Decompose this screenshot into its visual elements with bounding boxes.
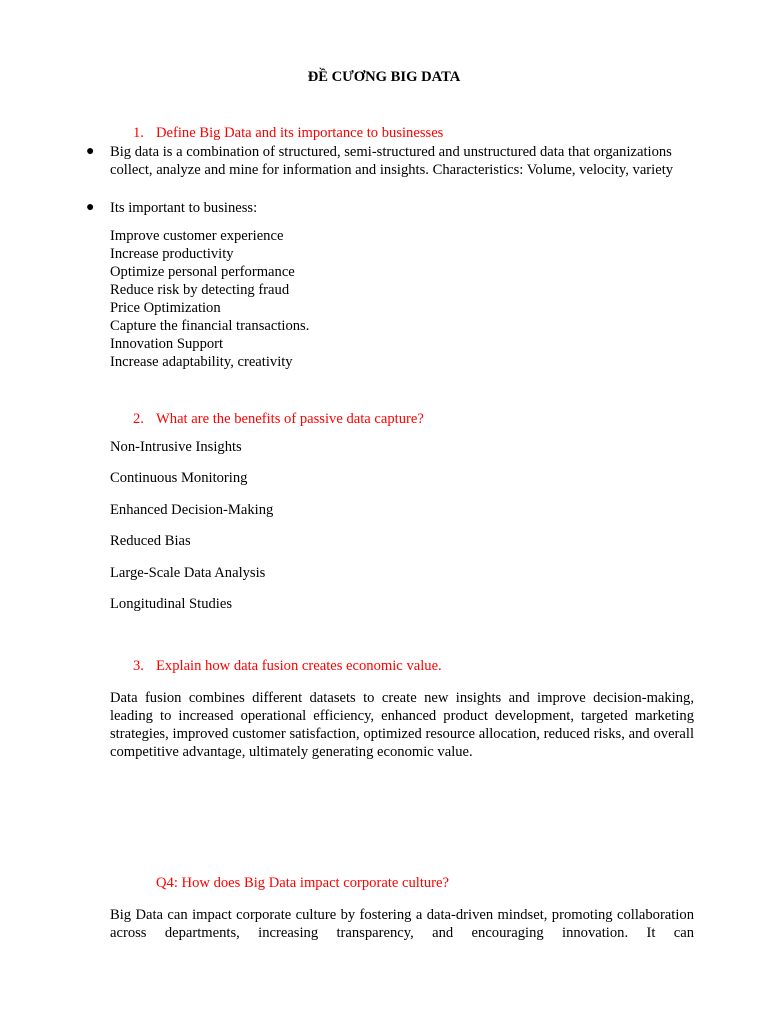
section-3-heading: [133, 657, 442, 675]
section-3-paragraph: Data fusion combines different datasets to create new insights and improve decision-making, leading to increased operational efficiency, enhanced product development, targeted marketing strategies, improved customer satisfaction, optimized resource allocation, reduced risks, and overall competitive advantage, ultimately generating economic value.: [110, 690, 694, 760]
importance-item: Price Optimization: [110, 300, 221, 316]
benefit-item: Large-Scale Data Analysis: [110, 565, 266, 581]
benefit-item: Longitudinal Studies: [110, 596, 233, 612]
section-2-number: 2.: [133, 411, 144, 427]
section-3-number: 3.: [133, 658, 144, 674]
benefit-item: Enhanced Decision-Making: [110, 502, 274, 518]
benefit-item: Continuous Monitoring: [110, 470, 248, 486]
importance-item: Improve customer experience: [110, 228, 284, 244]
section-4-heading: Q4: How does Big Data impact corporate culture?: [156, 875, 449, 891]
importance-item: Capture the financial transactions.: [110, 318, 310, 334]
section-1-bullet-1: Big data is a combination of structured, semi-structured and unstructured data that organizations collect, analyze and mine for information and insights. Characteristics: Volume, velocity, variety: [110, 144, 674, 178]
section-2-title: What are the benefits of passive data capture?: [156, 411, 424, 427]
section-1-number: 1.: [133, 125, 144, 141]
section-2-heading: [133, 410, 424, 428]
importance-item: Optimize personal performance: [110, 264, 295, 280]
importance-item: Innovation Support: [110, 336, 224, 352]
importance-item: Increase adaptability, creativity: [110, 354, 293, 370]
importance-item: Reduce risk by detecting fraud: [110, 282, 290, 298]
benefit-item: Non-Intrusive Insights: [110, 439, 242, 455]
section-1-title: Define Big Data and its importance to businesses: [156, 125, 444, 141]
benefit-item: Reduced Bias: [110, 533, 191, 549]
section-1-heading: [133, 124, 443, 142]
page-title: ĐỀ CƯƠNG BIG DATA: [307, 69, 461, 85]
section-3-title: Explain how data fusion creates economic value.: [156, 658, 442, 674]
importance-item: Increase productivity: [110, 246, 234, 262]
section-1-bullet-2: Its important to business:: [110, 200, 258, 216]
bullet-icon: ●: [86, 200, 95, 215]
section-4-paragraph: Big Data can impact corporate culture by fostering a data-driven mindset, promoting collaboration across departments, increasing transparency, and encouraging innovation. It can: [110, 907, 694, 941]
bullet-icon: ●: [86, 144, 95, 159]
